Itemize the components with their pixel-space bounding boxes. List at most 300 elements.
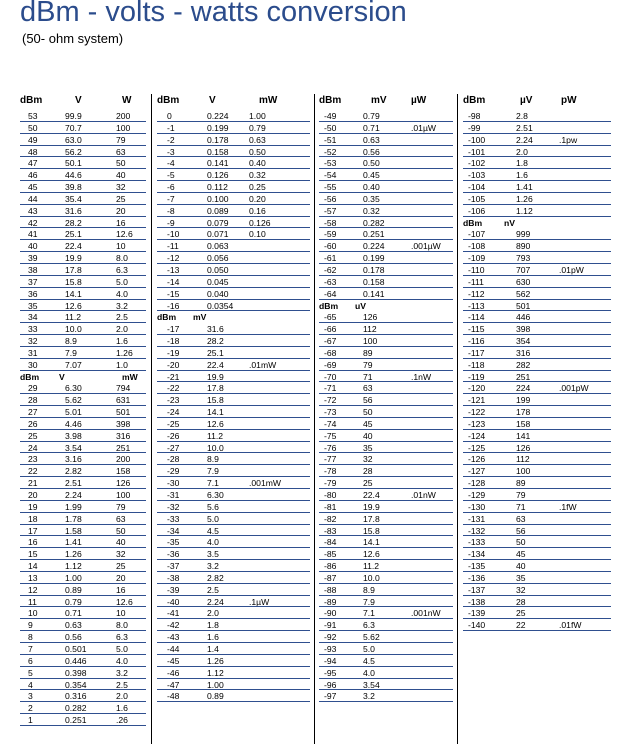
table-row [157,252,310,264]
dbm-cell: -100 [468,134,486,145]
note-cell: 50 [116,158,126,169]
value-cell: 112 [363,324,377,335]
note-cell: 200 [116,111,131,121]
table-row [319,560,453,572]
note-cell: 3.2 [116,667,128,678]
table-row [319,442,453,454]
subheader-cell: mV [193,312,207,323]
value-cell: 316 [516,347,531,358]
table-row [319,122,453,134]
dbm-cell: -77 [324,454,337,465]
dbm-cell: -45 [167,655,180,666]
dbm-cell: -23 [167,395,180,406]
value-cell: 178 [516,407,531,418]
column-divider [151,94,152,744]
table-row [157,489,310,501]
subheader-cell: dBm [463,217,483,228]
value-cell: 0.446 [65,655,87,666]
value-cell: 56 [516,525,526,536]
value-cell: 63.0 [65,134,82,145]
value-cell: 0.71 [65,608,82,619]
dbm-cell: 0 [167,111,172,121]
value-cell: 11.2 [363,561,380,572]
table-row [463,513,611,525]
value-cell: 282 [516,359,531,370]
table-row [20,146,146,158]
dbm-cell: -32 [167,501,180,512]
value-cell: 1.00 [207,679,224,690]
dbm-cell: -29 [167,466,180,477]
table-row [20,406,146,418]
note-cell: 398 [116,418,131,429]
table-row [157,240,310,252]
table-row [20,572,146,584]
dbm-cell: -46 [167,667,180,678]
table-row [157,430,310,442]
dbm-cell: 7 [28,643,33,654]
value-cell: 10.0 [363,572,380,583]
value-cell: 32 [516,584,526,595]
dbm-cell: -80 [324,490,337,500]
dbm-cell: 46 [28,170,38,181]
value-cell: 22.4 [363,490,380,500]
dbm-cell: -116 [468,336,485,347]
value-cell: 8.9 [363,584,375,595]
value-cell: 199 [516,395,531,406]
value-cell: 0.141 [207,158,229,169]
dbm-cell: -125 [468,442,486,453]
dbm-cell: -17 [167,324,180,335]
header-cell: pW [561,95,577,106]
table-row [463,572,611,584]
table-row [20,714,146,726]
value-cell: 6.30 [207,490,224,500]
value-cell: 2.24 [207,596,224,607]
table-row [157,264,310,276]
dbm-cell: -112 [468,288,485,299]
dbm-cell: -76 [324,442,337,453]
value-cell: 1.26 [207,655,224,666]
value-cell: 0.40 [363,182,380,193]
dbm-cell: -127 [468,466,486,477]
column-header [157,94,310,110]
dbm-cell: -107 [468,229,486,240]
dbm-cell: -3 [167,146,175,157]
header-cell: dBm [20,95,43,106]
value-cell: 2.82 [65,466,82,477]
table-row [463,607,611,619]
table-row [157,276,310,288]
table-row [20,442,146,454]
table-row [463,181,611,193]
table-row [20,276,146,288]
table-row [319,264,453,276]
dbm-cell: -74 [324,418,337,429]
value-cell: 1.6 [207,632,219,643]
value-cell: 0.100 [207,193,229,204]
table-row [463,157,611,169]
note-cell: .1fW [559,501,577,512]
table-row [463,228,611,240]
table-row [463,619,611,631]
value-cell: 0.71 [363,122,380,133]
dbm-cell: 49 [28,134,38,145]
table-row [463,596,611,608]
value-cell: 1.99 [65,501,82,512]
value-cell: 0.79 [363,111,380,121]
note-cell: 100 [116,122,131,133]
table-row [20,702,146,714]
note-cell: 16 [116,584,126,595]
value-cell: 1.41 [65,537,82,548]
value-cell: 6.3 [363,620,375,631]
value-cell: 56.2 [65,146,82,157]
table-row [157,288,310,300]
note-cell: 12.6 [116,596,133,607]
value-cell: 4.46 [65,418,82,429]
note-cell: 16 [116,217,126,228]
dbm-cell: -24 [167,407,180,418]
value-cell: 1.58 [65,525,82,536]
note-cell: 794 [116,383,131,394]
value-cell: 25 [363,478,373,489]
table-row [20,643,146,655]
table-row [319,596,453,608]
dbm-cell: -122 [468,407,486,418]
value-cell: 3.2 [363,691,375,702]
value-cell: 0.79 [65,596,82,607]
value-cell: 25.1 [207,347,224,358]
table-row [319,134,453,146]
table-row [319,323,453,335]
dbm-cell: -14 [167,276,180,287]
note-cell: 1.0 [116,359,128,370]
table-row [463,548,611,560]
note-cell: .001µW [411,241,441,252]
table-row [157,406,310,418]
table-row [319,347,453,359]
table-row [463,442,611,454]
table-row [319,288,453,300]
dbm-cell: -111 [468,276,484,287]
dbm-cell: -61 [324,253,337,264]
value-cell: 31.6 [65,205,82,216]
value-cell: 0.63 [65,620,82,631]
table-row [20,382,146,394]
dbm-cell: -1 [167,122,175,133]
value-cell: 2.51 [516,122,533,133]
table-row [463,501,611,513]
value-cell: 0.224 [207,111,229,121]
value-cell: 126 [363,312,378,323]
dbm-cell: 47 [28,158,38,169]
table-row [20,513,146,525]
subheader-row [463,217,611,229]
table-row [157,394,310,406]
dbm-cell: -97 [324,691,337,702]
note-cell: 10 [116,608,126,619]
table-row [319,252,453,264]
dbm-cell: -9 [167,217,175,228]
note-cell: 40 [116,170,126,181]
table-row [157,690,310,702]
dbm-cell: -133 [468,537,486,548]
subheader-cell: V [59,371,65,382]
dbm-cell: -57 [324,205,337,216]
dbm-cell: -69 [324,359,337,370]
table-row [463,406,611,418]
dbm-cell: 44 [28,193,38,204]
note-cell: 5.0 [116,643,128,654]
value-cell: 0.0354 [207,300,234,311]
dbm-cell: 1 [28,715,33,726]
header-cell: dBm [463,95,486,106]
dbm-cell: -98 [468,111,481,121]
table-row [319,181,453,193]
dbm-cell: -123 [468,418,486,429]
table-row [463,193,611,205]
value-cell: 50 [516,537,526,548]
dbm-cell: -90 [324,608,337,619]
table-row [463,323,611,335]
dbm-cell: 32 [28,336,38,347]
note-cell: 1.6 [116,336,128,347]
table-row [319,335,453,347]
value-cell: 1.8 [207,620,219,631]
table-row [463,122,611,134]
column-header [463,94,611,110]
subheader-row [319,300,453,312]
dbm-cell: 31 [28,347,38,358]
dbm-cell: -16 [167,300,180,311]
dbm-cell: -19 [167,347,180,358]
value-cell: 0.141 [363,288,385,299]
table-row [157,169,310,181]
value-cell: 50.1 [65,158,82,169]
note-cell: 251 [116,442,131,453]
value-cell: 3.2 [207,561,219,572]
table-row [319,584,453,596]
note-cell: 0.63 [249,134,266,145]
value-cell: 3.54 [65,442,82,453]
table-row [20,607,146,619]
table-row [157,382,310,394]
note-cell: 0.25 [249,182,266,193]
value-cell: 0.178 [363,264,385,275]
dbm-cell: -59 [324,229,337,240]
dbm-cell: -28 [167,454,180,465]
dbm-cell: -131 [468,513,486,524]
header-cell: W [122,95,132,106]
table-row [157,572,310,584]
dbm-cell: -30 [167,478,180,489]
dbm-cell: -115 [468,324,485,335]
value-cell: 28 [363,466,373,477]
table-row [20,359,146,371]
note-cell: 63 [116,513,126,524]
table-row [20,169,146,181]
value-cell: 224 [516,383,531,394]
table-row [319,228,453,240]
value-cell: 1.26 [516,193,533,204]
dbm-cell: -126 [468,454,486,465]
value-cell: 39.8 [65,182,82,193]
note-cell: .01fW [559,620,582,631]
header-cell: mV [371,95,387,106]
table-row [463,584,611,596]
column-header [319,94,453,110]
dbm-cell: -41 [167,608,180,619]
note-cell: 79 [116,501,126,512]
dbm-cell: -34 [167,525,180,536]
note-cell: 79 [116,134,126,145]
value-cell: 0.063 [207,241,229,252]
note-cell: .001nW [411,608,441,619]
table-row [319,157,453,169]
value-cell: 0.089 [207,205,229,216]
note-cell: 0.16 [249,205,266,216]
note-cell: 0.126 [249,217,271,228]
value-cell: 6.30 [65,383,82,394]
note-cell: .01µW [411,122,437,133]
note-cell: 501 [116,407,131,418]
dbm-cell: 15 [28,549,38,560]
dbm-cell: 20 [28,490,38,500]
table-row [20,264,146,276]
note-cell: 0.40 [249,158,266,169]
value-cell: 4.0 [363,667,375,678]
header-cell: dBm [157,95,180,106]
table-row [463,347,611,359]
column-header [20,94,146,110]
dbm-cell: -53 [324,158,337,169]
value-cell: 158 [516,418,531,429]
dbm-cell: -58 [324,217,337,228]
table-row [463,311,611,323]
dbm-cell: -72 [324,395,337,406]
table-row [319,359,453,371]
dbm-cell: -106 [468,205,486,216]
dbm-cell: 16 [28,537,38,548]
value-cell: 446 [516,312,531,323]
dbm-cell: -66 [324,324,337,335]
dbm-cell: -96 [324,679,337,690]
note-cell: 2.0 [116,324,128,335]
value-cell: 112 [516,454,530,465]
dbm-cell: -37 [167,561,180,572]
value-cell: 562 [516,288,531,299]
table-row [319,501,453,513]
table-row [319,477,453,489]
table-row [20,300,146,312]
value-cell: 71 [363,371,373,382]
value-cell: 5.6 [207,501,219,512]
dbm-cell: 42 [28,217,38,228]
table-row [20,536,146,548]
value-cell: 0.199 [363,253,385,264]
value-cell: 45 [516,549,526,560]
table-row [20,501,146,513]
table-row [157,371,310,383]
value-cell: 4.5 [363,655,375,666]
value-cell: 0.158 [207,146,229,157]
value-cell: 1.78 [65,513,82,524]
dbm-cell: -62 [324,264,337,275]
dbm-cell: -48 [167,691,180,702]
dbm-cell: -75 [324,430,337,441]
value-cell: 79 [363,359,373,370]
dbm-cell: -138 [468,596,486,607]
value-cell: 2.0 [516,146,528,157]
dbm-cell: -65 [324,312,337,323]
value-cell: 10.0 [65,324,82,335]
dbm-cell: -7 [167,193,175,204]
subheader-cell: uV [355,300,366,311]
dbm-cell: -117 [468,347,485,358]
value-cell: 1.12 [516,205,533,216]
value-cell: 3.5 [207,549,219,560]
note-cell: 10 [116,241,126,252]
dbm-cell: -84 [324,537,337,548]
note-cell: 6.3 [116,632,128,643]
table-row [319,311,453,323]
table-row [20,240,146,252]
table-row [20,690,146,702]
value-cell: 0.224 [363,241,385,252]
note-cell: .01nW [411,490,436,500]
dbm-cell: 9 [28,620,33,631]
table-row [319,667,453,679]
dbm-cell: -38 [167,572,180,583]
table-row [463,359,611,371]
dbm-cell: -67 [324,336,337,347]
dbm-cell: -136 [468,572,486,583]
table-row [319,406,453,418]
value-cell: 10.0 [207,442,224,453]
table-row [20,228,146,240]
dbm-cell: -73 [324,407,337,418]
value-cell: 3.98 [65,430,82,441]
value-cell: 0.398 [65,667,87,678]
dbm-cell: -114 [468,312,485,323]
dbm-cell: 22 [28,466,38,477]
table-row [319,607,453,619]
table-row [463,169,611,181]
note-cell: 0.32 [249,170,266,181]
value-cell: 2.24 [516,134,533,145]
value-cell: 35 [516,572,526,583]
table-row [157,217,310,229]
value-cell: 707 [516,264,531,275]
dbm-cell: 21 [28,478,38,489]
dbm-cell: -93 [324,643,337,654]
value-cell: 0.045 [207,276,229,287]
value-cell: 3.16 [65,454,82,465]
dbm-cell: -135 [468,561,486,572]
dbm-cell: -82 [324,513,337,524]
subheader-cell: nV [504,217,515,228]
table-row [20,288,146,300]
dbm-cell: -101 [468,146,486,157]
table-row [319,240,453,252]
table-row [157,584,310,596]
value-cell: 15.8 [363,525,380,536]
conversion-column-4 [463,94,611,631]
value-cell: 5.01 [65,407,82,418]
dbm-cell: -108 [468,241,486,252]
value-cell: 63 [363,383,373,394]
value-cell: 0.040 [207,288,229,299]
